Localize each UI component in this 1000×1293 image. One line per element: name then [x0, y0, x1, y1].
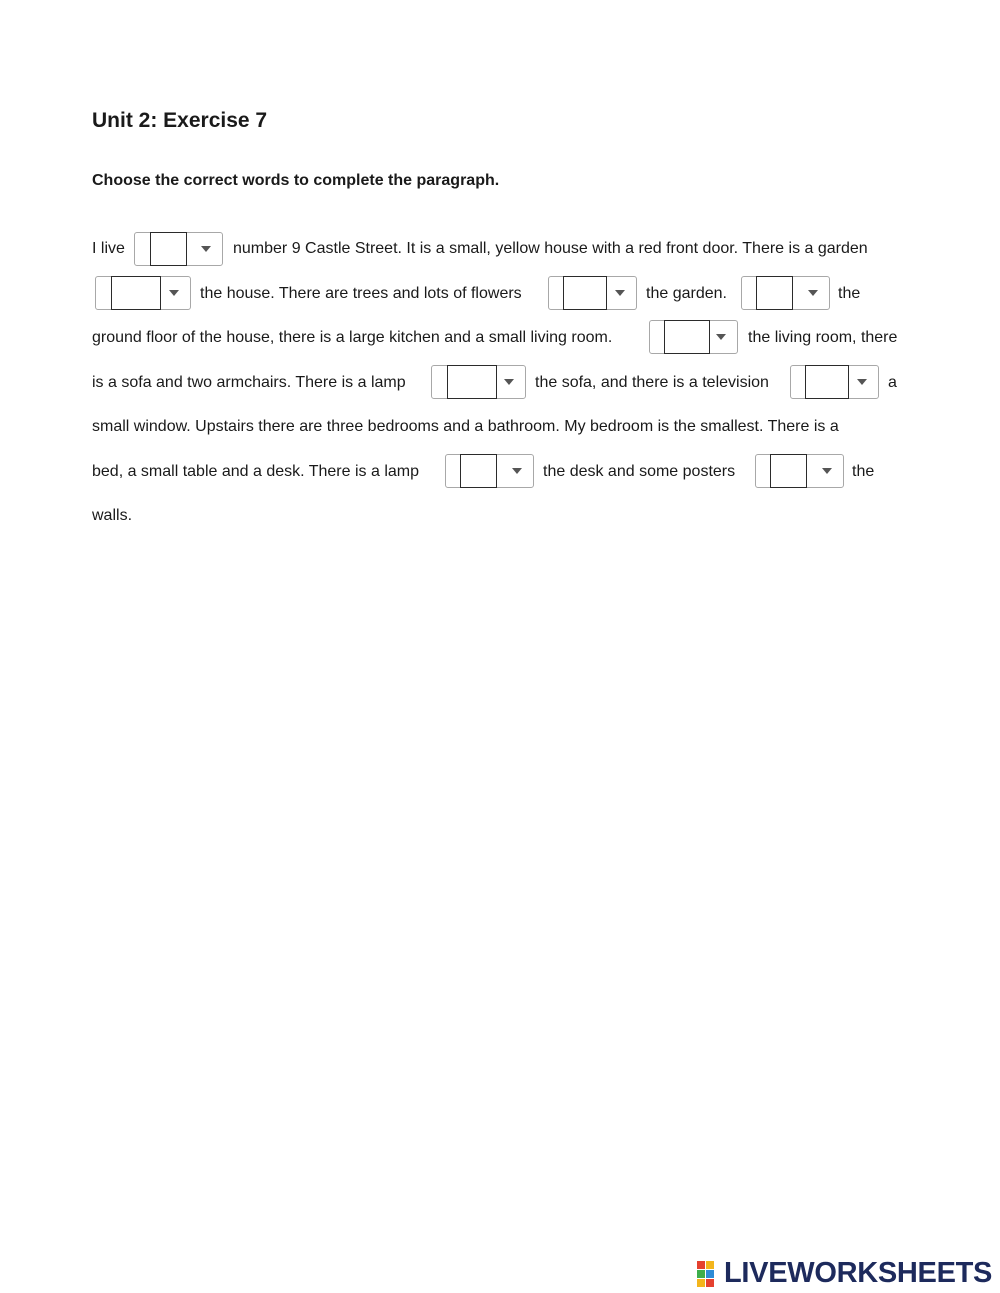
text-segment: a — [888, 374, 897, 391]
answer-dropdown-7[interactable] — [790, 365, 879, 399]
chevron-down-icon[interactable] — [811, 455, 843, 487]
instruction-text: Choose the correct words to complete the paragraph. — [92, 172, 500, 189]
text-segment: number 9 Castle Street. It is a small, yellow house with a red front door. There is a garden — [233, 240, 868, 257]
chevron-down-icon[interactable] — [705, 321, 737, 353]
chevron-down-icon[interactable] — [501, 455, 533, 487]
logo-text: LIVEWORKSHEETS — [724, 1256, 993, 1289]
chevron-down-icon[interactable] — [190, 233, 222, 265]
dropdown-value — [447, 365, 497, 399]
text-segment: the desk and some posters — [543, 463, 736, 480]
answer-dropdown-9[interactable] — [755, 454, 844, 488]
dropdown-value — [563, 276, 607, 310]
chevron-down-icon[interactable] — [493, 366, 525, 398]
dropdown-value — [770, 454, 807, 488]
chevron-down-icon[interactable] — [846, 366, 878, 398]
dropdown-value — [111, 276, 161, 310]
answer-dropdown-1[interactable] — [134, 232, 223, 266]
text-segment: the garden. — [646, 285, 727, 302]
answer-dropdown-4[interactable] — [741, 276, 830, 310]
dropdown-value — [805, 365, 849, 399]
chevron-down-icon[interactable] — [797, 277, 829, 309]
text-segment: walls. — [92, 507, 133, 524]
text-segment: the living room, there — [748, 329, 898, 346]
dropdown-value — [460, 454, 497, 488]
chevron-down-icon[interactable] — [604, 277, 636, 309]
text-segment: bed, a small table and a desk. There is a lamp — [92, 463, 419, 480]
text-segment: the — [838, 285, 861, 302]
dropdown-value — [150, 232, 187, 266]
page-title: Unit 2: Exercise 7 — [92, 109, 268, 132]
text-segment: the house. There are trees and lots of flowers — [200, 285, 522, 302]
text-segment: is a sofa and two armchairs. There is a lamp — [92, 374, 406, 391]
text-segment: I live — [92, 240, 125, 257]
answer-dropdown-8[interactable] — [445, 454, 534, 488]
answer-dropdown-6[interactable] — [431, 365, 526, 399]
chevron-down-icon[interactable] — [158, 277, 190, 309]
answer-dropdown-2[interactable] — [95, 276, 191, 310]
text-segment: the — [852, 463, 875, 480]
dropdown-value — [664, 320, 710, 354]
answer-dropdown-3[interactable] — [548, 276, 637, 310]
dropdown-value — [756, 276, 793, 310]
text-segment: small window. Upstairs there are three bedrooms and a bathroom. My bedroom is the smallest. There is a — [92, 418, 839, 435]
liveworksheets-logo — [697, 1257, 992, 1289]
text-segment: ground floor of the house, there is a large kitchen and a small living room. — [92, 329, 613, 346]
logo-mark-icon — [697, 1259, 721, 1287]
answer-dropdown-5[interactable] — [649, 320, 738, 354]
text-segment: the sofa, and there is a television — [535, 374, 769, 391]
